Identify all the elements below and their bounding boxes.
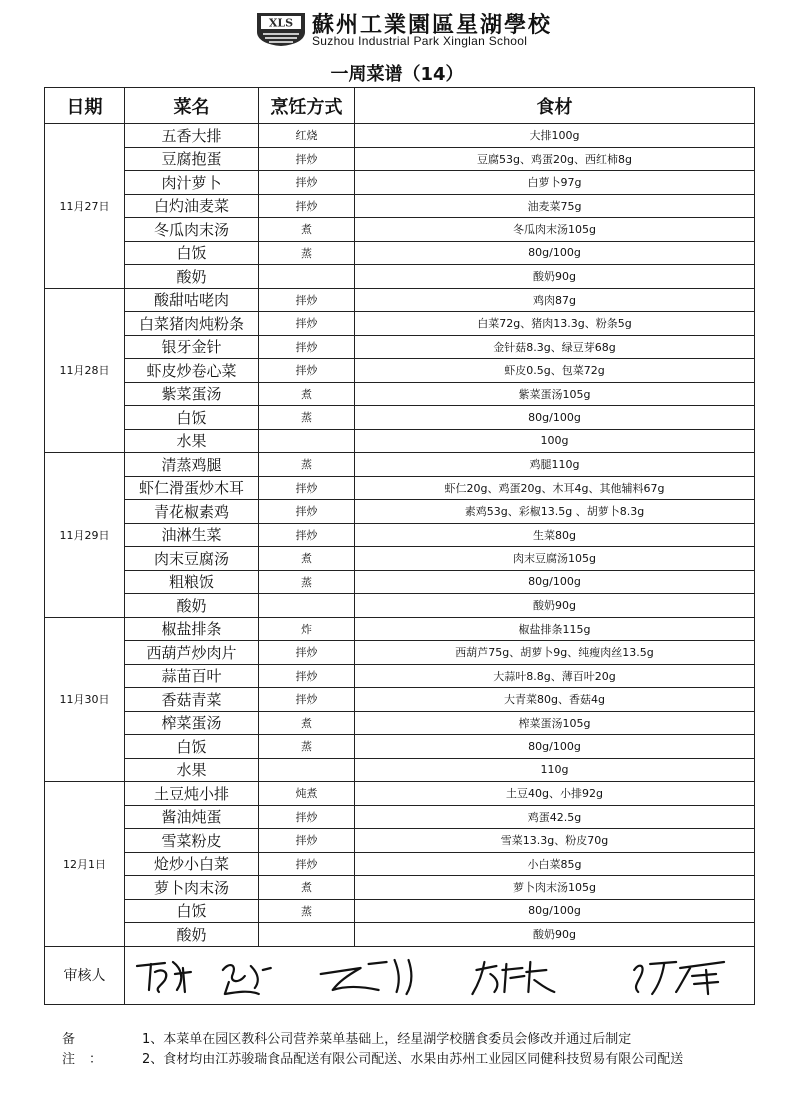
cooking-method: 拌炒 xyxy=(259,194,355,218)
ingredients: 80g/100g xyxy=(355,735,755,759)
ingredients: 酸奶90g xyxy=(355,265,755,289)
menu-row xyxy=(45,406,755,430)
menu-row xyxy=(45,617,755,641)
cooking-method: 拌炒 xyxy=(259,359,355,383)
notes-label: 备注： xyxy=(62,1032,117,1067)
dish-name: 白饭 xyxy=(125,406,259,430)
note-line-1: 1、本菜单在园区教科公司营养菜单基础上，经星湖学校膳食委员会修改并通过后制定 xyxy=(142,1032,632,1047)
day-date: 11月28日 xyxy=(45,288,125,453)
ingredients: 素鸡53g、彩椒13.5g 、胡萝卜8.3g xyxy=(355,500,755,524)
cooking-method: 煮 xyxy=(259,876,355,900)
ingredients: 鸡肉87g xyxy=(355,288,755,312)
cooking-method: 蒸 xyxy=(259,735,355,759)
dish-name: 西葫芦炒肉片 xyxy=(125,641,259,665)
cooking-method: 拌炒 xyxy=(259,852,355,876)
ingredients: 白萝卜97g xyxy=(355,171,755,195)
menu-body xyxy=(45,124,755,947)
school-name-cn: 蘇州工業園區星湖學校 xyxy=(312,12,553,38)
menu-row xyxy=(45,241,755,265)
menu-row xyxy=(45,147,755,171)
logo-text: XLS xyxy=(268,16,294,30)
col-header-date: 日期 xyxy=(45,88,125,124)
menu-row xyxy=(45,829,755,853)
menu-row xyxy=(45,805,755,829)
cooking-method: 蒸 xyxy=(259,570,355,594)
dish-name: 椒盐排条 xyxy=(125,617,259,641)
ingredients: 雪菜13.3g、粉皮70g xyxy=(355,829,755,853)
col-header-method: 烹饪方式 xyxy=(259,88,355,124)
cooking-method xyxy=(259,594,355,618)
menu-row xyxy=(45,171,755,195)
dish-name: 萝卜肉末汤 xyxy=(125,876,259,900)
cooking-method: 蒸 xyxy=(259,406,355,430)
dish-name: 五香大排 xyxy=(125,124,259,148)
menu-row xyxy=(45,547,755,571)
ingredients: 110g xyxy=(355,758,755,782)
ingredients: 大蒜叶8.8g、薄百叶20g xyxy=(355,664,755,688)
ingredients: 酸奶90g xyxy=(355,923,755,947)
reviewer-label: 审核人 xyxy=(45,946,125,1004)
school-name-en: Suzhou Industrial Park Xinglan School xyxy=(312,34,528,48)
dish-name: 酸奶 xyxy=(125,265,259,289)
ingredients: 虾皮0.5g、包菜72g xyxy=(355,359,755,383)
menu-row xyxy=(45,570,755,594)
cooking-method: 红烧 xyxy=(259,124,355,148)
menu-row xyxy=(45,288,755,312)
reviewer-signatures xyxy=(125,946,755,1004)
ingredients: 西葫芦75g、胡萝卜9g、纯瘦肉丝13.5g xyxy=(355,641,755,665)
dish-name: 豆腐抱蛋 xyxy=(125,147,259,171)
dish-name: 炝炒小白菜 xyxy=(125,852,259,876)
menu-row xyxy=(45,453,755,477)
dish-name: 白菜猪肉炖粉条 xyxy=(125,312,259,336)
menu-row xyxy=(45,124,755,148)
dish-name: 水果 xyxy=(125,429,259,453)
menu-row xyxy=(45,664,755,688)
cooking-method: 蒸 xyxy=(259,241,355,265)
ingredients: 鸡腿110g xyxy=(355,453,755,477)
dish-name: 青花椒素鸡 xyxy=(125,500,259,524)
menu-title: 一周菜谱（14） xyxy=(330,64,464,85)
menu-row xyxy=(45,782,755,806)
cooking-method: 蒸 xyxy=(259,453,355,477)
cooking-method xyxy=(259,923,355,947)
menu-row xyxy=(45,500,755,524)
dish-name: 银牙金针 xyxy=(125,335,259,359)
cooking-method: 蒸 xyxy=(259,899,355,923)
ingredients: 小白菜85g xyxy=(355,852,755,876)
ingredients: 椒盐排条115g xyxy=(355,617,755,641)
dish-name: 白饭 xyxy=(125,899,259,923)
ingredients: 萝卜肉末汤105g xyxy=(355,876,755,900)
col-header-dish: 菜名 xyxy=(125,88,259,124)
dish-name: 冬瓜肉末汤 xyxy=(125,218,259,242)
cooking-method: 煮 xyxy=(259,711,355,735)
dish-name: 肉末豆腐汤 xyxy=(125,547,259,571)
dish-name: 肉汁萝卜 xyxy=(125,171,259,195)
cooking-method xyxy=(259,429,355,453)
school-logo-icon xyxy=(253,10,309,48)
note-line-2: 2、食材均由江苏骏瑞食品配送有限公司配送、水果由苏州工业园区同健科技贸易有限公司配送 xyxy=(142,1052,684,1067)
menu-row xyxy=(45,758,755,782)
dish-name: 酱油炖蛋 xyxy=(125,805,259,829)
dish-name: 清蒸鸡腿 xyxy=(125,453,259,477)
ingredients: 生菜80g xyxy=(355,523,755,547)
menu-row xyxy=(45,876,755,900)
ingredients: 白菜72g、猪肉13.3g、粉条5g xyxy=(355,312,755,336)
ingredients: 80g/100g xyxy=(355,406,755,430)
col-header-ingredients: 食材 xyxy=(355,88,755,124)
cooking-method: 拌炒 xyxy=(259,476,355,500)
day-date: 11月30日 xyxy=(45,617,125,782)
menu-row xyxy=(45,594,755,618)
menu-row xyxy=(45,476,755,500)
ingredients: 80g/100g xyxy=(355,570,755,594)
cooking-method: 拌炒 xyxy=(259,664,355,688)
cooking-method: 拌炒 xyxy=(259,312,355,336)
menu-row xyxy=(45,735,755,759)
menu-row xyxy=(45,711,755,735)
ingredients: 榨菜蛋汤105g xyxy=(355,711,755,735)
cooking-method xyxy=(259,265,355,289)
ingredients: 冬瓜肉末汤105g xyxy=(355,218,755,242)
dish-name: 紫菜蛋汤 xyxy=(125,382,259,406)
menu-row xyxy=(45,523,755,547)
reviewer-row xyxy=(45,946,755,1004)
menu-row xyxy=(45,194,755,218)
ingredients: 鸡蛋42.5g xyxy=(355,805,755,829)
cooking-method: 拌炒 xyxy=(259,288,355,312)
weekly-menu-table xyxy=(44,87,755,1005)
day-date: 12月1日 xyxy=(45,782,125,947)
cooking-method: 拌炒 xyxy=(259,688,355,712)
ingredients: 80g/100g xyxy=(355,899,755,923)
cooking-method: 炖煮 xyxy=(259,782,355,806)
ingredients: 100g xyxy=(355,429,755,453)
dish-name: 土豆炖小排 xyxy=(125,782,259,806)
ingredients: 肉末豆腐汤105g xyxy=(355,547,755,571)
dish-name: 油淋生菜 xyxy=(125,523,259,547)
dish-name: 水果 xyxy=(125,758,259,782)
dish-name: 白灼油麦菜 xyxy=(125,194,259,218)
cooking-method: 拌炒 xyxy=(259,171,355,195)
dish-name: 香菇青菜 xyxy=(125,688,259,712)
ingredients: 紫菜蛋汤105g xyxy=(355,382,755,406)
cooking-method: 炸 xyxy=(259,617,355,641)
ingredients: 油麦菜75g xyxy=(355,194,755,218)
handwritten-signatures-icon xyxy=(125,948,754,1002)
cooking-method: 拌炒 xyxy=(259,805,355,829)
cooking-method: 拌炒 xyxy=(259,335,355,359)
dish-name: 白饭 xyxy=(125,241,259,265)
menu-row xyxy=(45,312,755,336)
menu-row xyxy=(45,923,755,947)
ingredients: 土豆40g、小排92g xyxy=(355,782,755,806)
ingredients: 酸奶90g xyxy=(355,594,755,618)
menu-row xyxy=(45,218,755,242)
cooking-method xyxy=(259,758,355,782)
cooking-method: 煮 xyxy=(259,218,355,242)
menu-row xyxy=(45,382,755,406)
cooking-method: 煮 xyxy=(259,382,355,406)
school-header xyxy=(0,6,794,54)
cooking-method: 拌炒 xyxy=(259,641,355,665)
cooking-method: 拌炒 xyxy=(259,523,355,547)
menu-row xyxy=(45,688,755,712)
dish-name: 榨菜蛋汤 xyxy=(125,711,259,735)
menu-row xyxy=(45,265,755,289)
menu-row xyxy=(45,429,755,453)
menu-row xyxy=(45,852,755,876)
dish-name: 虾皮炒卷心菜 xyxy=(125,359,259,383)
dish-name: 酸奶 xyxy=(125,923,259,947)
dish-name: 虾仁滑蛋炒木耳 xyxy=(125,476,259,500)
ingredients: 虾仁20g、鸡蛋20g、木耳4g、其他辅料67g xyxy=(355,476,755,500)
menu-row xyxy=(45,899,755,923)
cooking-method: 拌炒 xyxy=(259,147,355,171)
dish-name: 蒜苗百叶 xyxy=(125,664,259,688)
day-date: 11月27日 xyxy=(45,124,125,289)
day-date: 11月29日 xyxy=(45,453,125,618)
cooking-method: 拌炒 xyxy=(259,829,355,853)
menu-row xyxy=(45,359,755,383)
dish-name: 酸甜咕咾肉 xyxy=(125,288,259,312)
cooking-method: 煮 xyxy=(259,547,355,571)
dish-name: 酸奶 xyxy=(125,594,259,618)
cooking-method: 拌炒 xyxy=(259,500,355,524)
ingredients: 大排100g xyxy=(355,124,755,148)
dish-name: 白饭 xyxy=(125,735,259,759)
ingredients: 80g/100g xyxy=(355,241,755,265)
ingredients: 大青菜80g、香菇4g xyxy=(355,688,755,712)
menu-row xyxy=(45,641,755,665)
dish-name: 粗粮饭 xyxy=(125,570,259,594)
ingredients: 金针菇8.3g、绿豆芽68g xyxy=(355,335,755,359)
menu-row xyxy=(45,335,755,359)
dish-name: 雪菜粉皮 xyxy=(125,829,259,853)
ingredients: 豆腐53g、鸡蛋20g、西红柿8g xyxy=(355,147,755,171)
